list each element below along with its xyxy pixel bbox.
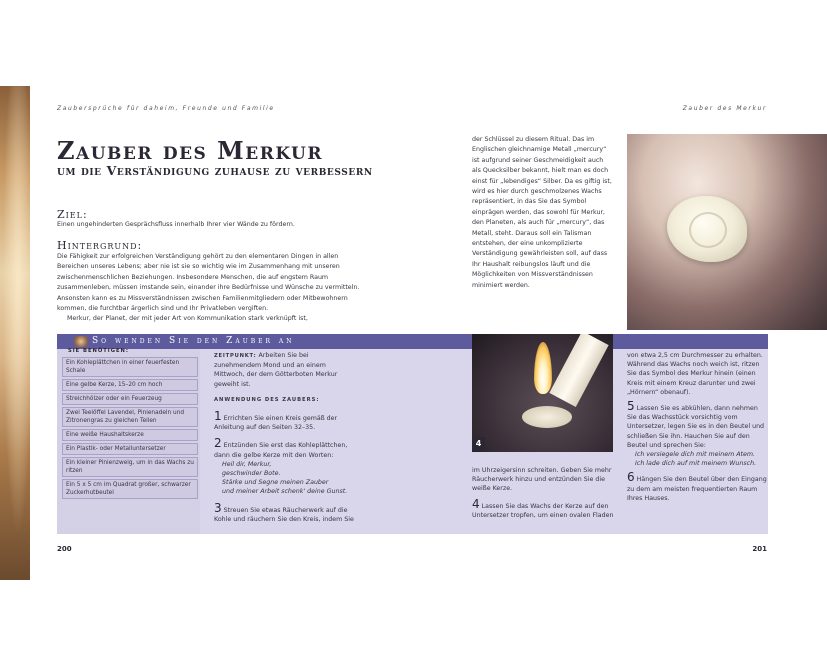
step-number: 2 [214,436,222,451]
banner-thumbnail-icon [74,336,88,347]
step-number: 1 [214,409,222,424]
verse-line: geschwinder Bote. [222,470,281,478]
verse-line: Ich lade dich auf mit meinem Wunsch. [635,460,757,468]
verse-line: Ich versiegele dich mit meinem Atem. [635,451,756,459]
verse-line: und meiner Arbeit schenk' deine Gunst. [222,488,348,496]
step-text: Hängen Sie den Beutel über den Eingang zu dem am meisten frequentierten Raum Ihres Hauses. [627,476,767,502]
continuation-text: von etwa 2,5 cm Durchmesser zu erhalten. Während das Wachs noch weich ist, ritzen Sie das Symbol des Merkur hinein (einen Kreis mit einem Kreuz darunter und zwei „Hörnern“ obenauf). [627,352,763,396]
page-number-right: 201 [752,545,767,553]
wax-talisman-photo [627,134,827,330]
wax-puddle [522,406,572,428]
wax-disc [667,196,747,262]
list-item: Ein Kohleplättchen in einer feuerfesten Schale [62,357,198,377]
verse-line: Heil dir, Merkur, [222,460,272,468]
step-number: 5 [627,399,635,414]
decorative-photo-strip [0,86,30,580]
photo-step-badge: 4 [472,437,485,451]
running-head-right: Zauber des Merkur [682,105,767,112]
step-number: 6 [627,470,635,485]
column-candle-text [472,466,614,520]
list-item: Ein kleiner Pinienzweig, um in das Wachs zu ritzen [62,457,198,477]
step-text: Streuen Sie etwas Räucherwerk auf die Kohle und räuchern Sie den Kreis, indem Sie [214,506,354,523]
continuation-text: im Uhrzeigersinn schreiten. Geben Sie mehr Räucherwerk hinzu und entzünden Sie die weiße Kerze. [472,467,612,493]
column-right-text [627,351,769,503]
ziel-heading: Ziel: [57,208,88,221]
zeitpunkt-text: Arbeiten Sie bei zunehmendem Mond und an einem Mittwoch, der dem Götterboten Merkur geweiht ist. [214,352,338,388]
column-middle-text: der Schlüssel zu diesem Ritual. Das im Englischen gleichnamige Metall „mercury“ ist aufgrund seiner Geschmeidigkeit auch als Quecksilber bekannt, hielt man es doch einst für „lebendiges“ Silber. Da es giftig ist, wird es hier durch geschmolzenes Wachs repräsentiert, in das Sie das Symbol einprägen werden, das sowohl für Merkur, den Planeten, als auch für „mercury“, das Metall, steht. Daraus soll ein Talisman entstehen, der eine unkomplizierte Verständigung gewährleisten soll, auf dass Ihr Haushalt reibungslos läuft und die Möglichkeiten von Missverständnissen minimiert werden. [472,136,612,289]
candle [549,334,608,407]
step-text: Lassen Sie es abkühlen, dann nehmen Sie das Wachsstück vorsichtig vom Untersetzer, legen Sie es in den Beutel und schließen Sie ihn. Hauchen Sie auf den Beutel und sprechen Sie: [627,405,765,449]
list-item: Streichhölzer oder ein Feuerzeug [62,393,198,405]
needs-heading: SIE BENÖTIGEN: [68,348,129,354]
banner-title: So wenden Sie den Zauber an [92,336,295,346]
running-head-left: Zaubersprüche für daheim, Freunde und Familie [57,105,275,112]
step-text: Lassen Sie das Wachs der Kerze auf den Untersetzer tropfen, um einen ovalen Fladen [472,502,614,519]
instructions-column [214,351,356,524]
list-item: Ein Plastik- oder Metalluntersetzer [62,443,198,455]
verse-line: Stärke und Segne meinen Zauber [222,479,329,487]
list-item: Eine gelbe Kerze, 15–20 cm hoch [62,379,198,391]
zeitpunkt-label: ZEITPUNKT: [214,353,257,359]
step-text: Errichten Sie einen Kreis gemäß der Anleitung auf den Seiten 32–35. [214,415,338,432]
page-subtitle: um die Verständigung zuhause zu verbessern [57,163,373,178]
candle-photo [472,334,613,452]
list-item: Ein 5 x 5 cm im Quadrat großer, schwarzer Zuckerhutbeutel [62,479,198,499]
step-text: Entzünden Sie erst das Kohleplättchen, dann die gelbe Kerze mit den Worten: [214,442,348,459]
page-title: Zauber des Merkur [57,136,323,165]
ziel-text: Einen ungehinderten Gesprächsfluss innerhalb Ihrer vier Wände zu fördern. [57,221,295,228]
list-item: Eine weiße Haushaltskerze [62,429,198,441]
hintergrund-text [57,252,362,325]
hintergrund-heading: Hintergrund: [57,239,143,252]
needs-list [62,357,198,501]
list-item: Zwei Teelöffel Lavendel, Pinienadeln und Zitronengras zu gleichen Teilen [62,407,198,427]
step-number: 4 [472,496,480,511]
hintergrund-paragraph-2: Merkur, der Planet, der mit jeder Art von Kommunikation stark verknüpft ist, [67,315,308,323]
hintergrund-paragraph-1: Die Fähigkeit zur erfolgreichen Verständigung gehört zu den elementaren Dingen in allen Bereichen unseres Lebens; aber nie ist sie so wichtig wie im Zusammenhang mit unseren zwischenmenschlichen Beziehungen. Insbesondere Menschen, die auf engstem Raum zusammenleben, müssen imstande sein, einander ihre Bedürfnisse und Wünsche zu vermitteln. Ansonsten kann es zu Missverständnissen zwischen Familienmitgliedern oder Mitbewohnern kommen, die furchtbar ärgerlich sind und Ihr Privatleben vergiften. [57,253,360,313]
step-number: 3 [214,500,222,515]
anwendung-heading: ANWENDUNG DES ZAUBERS: [214,396,320,403]
page-number-left: 200 [57,545,72,553]
flame [534,342,552,394]
